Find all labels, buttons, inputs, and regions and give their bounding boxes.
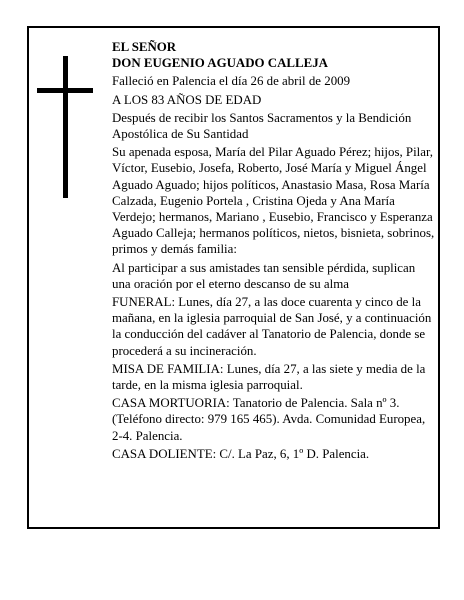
obituary-text <box>112 39 437 464</box>
family-mass-info: MISA DE FAMILIA: Lunes, día 27, a las siete y media de la tarde, en la misma iglesia parroquial. <box>112 361 426 393</box>
funeral-info: FUNERAL: Lunes, día 27, a las doce cuarenta y cinco de la mañana, en la iglesia parroquial de San José, y a continuación la conducción del cadáver al Tanatorio de Palencia, donde se procederá a su incineración. <box>112 295 432 358</box>
cross-icon <box>37 56 93 198</box>
cross-vertical-bar <box>63 56 68 198</box>
deceased-title: EL SEÑOR <box>112 40 177 54</box>
cross-horizontal-bar <box>37 88 93 93</box>
funeral-home-info: CASA MORTUORIA: Tanatorio de Palencia. Sala nº 3. (Teléfono directo: 979 165 465). Avda. Comunidad Europea, 2-4. Palencia. <box>112 396 426 443</box>
deceased-name: DON EUGENIO AGUADO CALLEJA <box>112 56 328 71</box>
sacraments-notice: Después de recibir los Santos Sacramentos y la Bendición Apostólica de Su Santidad <box>112 110 412 142</box>
age-notice: A LOS 83 AÑOS DE EDAD <box>112 92 262 107</box>
family-home-info: CASA DOLIENTE: C/. La Paz, 6, 1º D. Palencia. <box>112 446 370 461</box>
prayer-request: Al participar a sus amistades tan sensible pérdida, suplican una oración por el eterno descanso de su alma <box>112 260 416 291</box>
family-list: Su apenada esposa, María del Pilar Aguado Pérez; hijos, Pilar, Víctor, Eusebio, Josefa, Roberto, José María y Miguel Ángel Aguado Aguado; hijos políticos, Anastasio Masa, Rosa María Calzada, Eugenio Portela , Cristina Ojeda y Ana María Verdejo; hermanos, Mariano , Eusebio, Francisco y Esperanza Aguado Calleja; hermanos políticos, nietos, bisnieta, sobrinos, primos y demás familia: <box>112 145 435 257</box>
death-notice: Falleció en Palencia el día 26 de abril de 2009 <box>112 74 351 89</box>
